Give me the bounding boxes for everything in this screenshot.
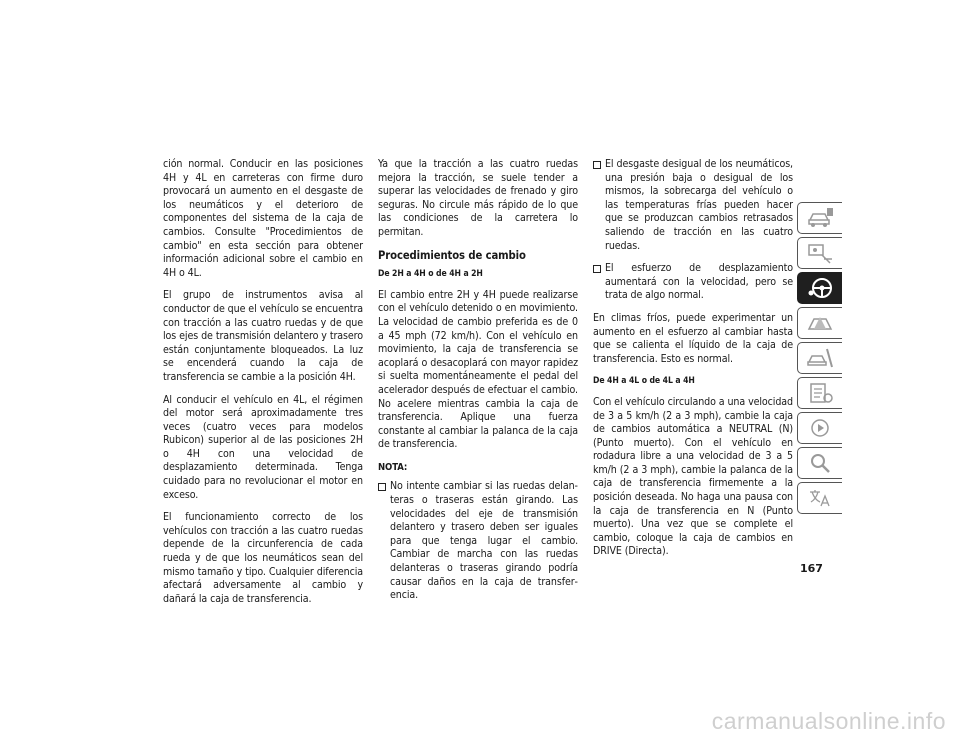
tab-index[interactable] [797, 447, 842, 479]
steering-wheel-icon [806, 276, 834, 300]
tab-vehicle-info[interactable] [797, 202, 842, 234]
note-label: NOTA: [378, 461, 408, 473]
multimedia-icon [806, 416, 834, 440]
watermark: carmanualsonline.info [711, 708, 946, 734]
bullet-item [593, 262, 793, 303]
note-bullet [378, 480, 578, 602]
tab-safety[interactable] [797, 307, 842, 339]
paragraph: El cambio entre 2H y 4H puede realizarse con el vehículo detenido o en movimiento. La velocidad de cambio preferida es de 0 a 45 mph (72 km/h). Con el vehículo en movimiento, la caja de transferencia se acoplará o desacoplará con mayor rapidez si suelta momentáneamente el pedal del acelerador después de efectuar el cambio. No acelere mientras cambia la caja de transferencia. Aplique una fuerza constante al cambiar la palanca de la caja de transferencia. [378, 288, 578, 451]
magnifier-icon [806, 451, 834, 475]
checkbox-bullet-icon [593, 265, 601, 273]
tab-multimedia[interactable] [797, 412, 842, 444]
tab-dashboard[interactable] [797, 237, 842, 269]
text-column-2 [378, 158, 578, 612]
section-heading: Procedimientos de cambio [378, 248, 526, 262]
paragraph: ción normal. Conducir en las posiciones 4H y 4L en carreteras con firme duro provocará un aumento en el desgaste de los neumáticos y el deterioro de componentes del sistema de la caja de cambios. Consulte "Procedimientos de cambio" en esta sección para obtener información adicional sobre el cambio en 4H o 4L. [163, 158, 363, 279]
car-safety-icon [806, 311, 834, 335]
text-column-1 [163, 158, 363, 615]
bullet-item [593, 158, 793, 253]
paragraph: Ya que la tracción a las cuatro ruedas mejora la tracción, se suele tender a superar las velocidades de frenado y giro seguras. No circule más rápido de lo que las condiciones de la carretera lo permitan. [378, 158, 578, 238]
subsection-heading: De 2H a 4H o de 4H a 2H [378, 269, 483, 280]
tab-driving[interactable] [797, 272, 842, 304]
car-info-icon [806, 206, 834, 230]
dashboard-lights-icon [806, 241, 834, 265]
language-icon [806, 486, 834, 510]
tab-maintenance[interactable] [797, 377, 842, 409]
service-list-icon [806, 381, 834, 405]
subsection-heading: De 4H a 4L o de 4L a 4H [593, 376, 695, 387]
tab-service[interactable] [797, 342, 842, 374]
paragraph: El funcionamiento correcto de los vehículos con tracción a las cuatro ruedas depende de la circunferencia de cada rueda y de que los neumáticos sean del mismo tamaño y tipo. Cualquier diferencia afectará adversamente al cambio y dañará la caja de transferencia. [163, 511, 363, 605]
bullet-text: El desgaste desigual de los neumáticos, una presión baja o desigual de los mismos, la sobrecarga del vehículo o las temperaturas frías pueden hacer que se produzcan cambios retrasados saliendo de tracción en las cuatro ruedas. [605, 158, 793, 252]
chapter-tabs [797, 202, 843, 517]
bullet-text: No intente cambiar si las ruedas delanteras o traseras están girando. Las velocidades del eje de transmisión delantero y trasero deben ser iguales para que tenga lugar el cambio. Cambiar de marcha con las ruedas delanteras o traseras girando podría causar daños en la caja de transferencia. [390, 480, 578, 602]
text-column-3 [593, 158, 793, 568]
paragraph: Con el vehículo circulando a una velocidad de 3 a 5 km/h (2 a 3 mph), cambie la caja de cambios automática a NEUTRAL (N) (Punto muerto). Con el vehículo en rodadura libre a una velocidad de 3 a 5 km/h (2 a 3 mph), cambie la palanca de la caja de transferencia firmemente a la posición deseada. No haga una pausa con la caja de transferencia en N (Punto muerto). Una vez que se complete el cambio, coloque la caja de cambios en DRIVE (Directa). [593, 395, 793, 558]
tab-languages[interactable] [797, 482, 842, 514]
car-wrench-icon [806, 346, 834, 370]
bullet-text: El esfuerzo de desplazamiento aumentará con la velocidad, pero se trata de algo normal. [605, 262, 793, 302]
checkbox-bullet-icon [593, 161, 601, 169]
paragraph: El grupo de instrumentos avisa al conductor de que el vehículo se encuentra con tracción a las cuatro ruedas y de que los ejes de transmisión delantero y trasero están conjuntamente bloqueados. La luz se encenderá cuando la caja de transferencia se cambie a la posición 4H. [163, 289, 363, 383]
paragraph: Al conducir el vehículo en 4L, el régimen del motor será aproximadamente tres veces (cuatro veces para modelos Rubicon) superior al de las posiciones 2H o 4H con una velocidad de desplazamiento determinada. Tenga cuidado para no revolucionar el motor en exceso. [163, 393, 363, 501]
paragraph: En climas fríos, puede experimentar un aumento en el esfuerzo al cambiar hasta que se calienta el líquido de la caja de transferencia. Esto es normal. [593, 311, 793, 365]
page-number: 167 [800, 562, 823, 575]
checkbox-bullet-icon [378, 483, 386, 491]
